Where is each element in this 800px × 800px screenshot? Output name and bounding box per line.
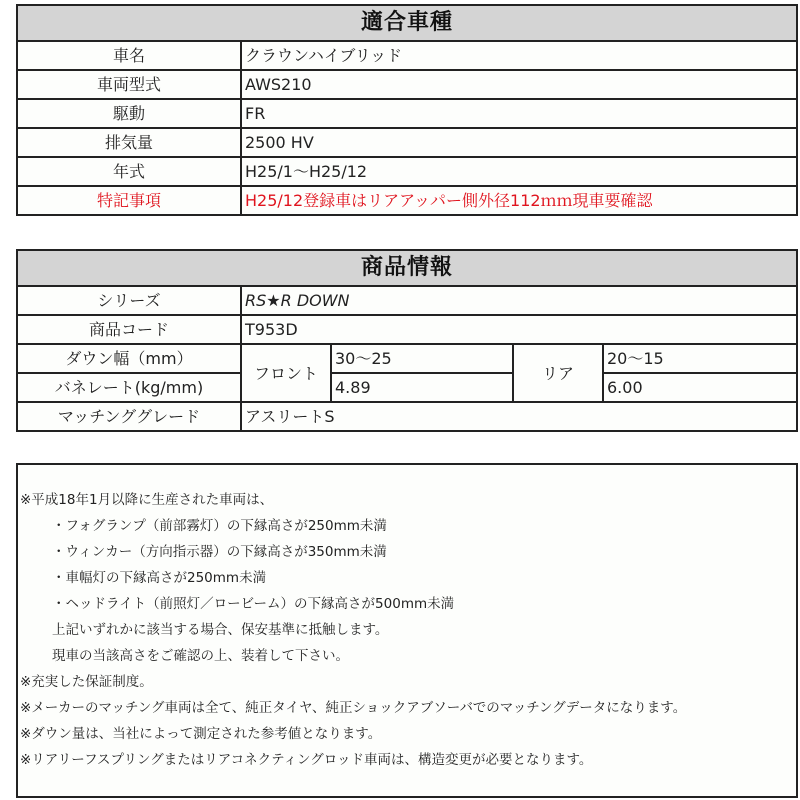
- table-row: [17, 70, 797, 99]
- rear-down-value: 20〜15: [603, 344, 797, 373]
- front-rate-value: 4.89: [331, 373, 513, 402]
- special-notes-label: 特記事項: [17, 186, 241, 215]
- front-label: フロント: [241, 344, 331, 402]
- down-width-label: ダウン幅（mm）: [17, 344, 241, 373]
- table-row: [17, 128, 797, 157]
- note-line: ・ウィンカー（方向指示器）の下縁高さが350mm未満: [52, 544, 387, 560]
- table-row: [17, 373, 797, 402]
- note-line: ・ヘッドライト（前照灯／ロービーム）の下縁高さが500mm未満: [52, 596, 455, 612]
- car-name-value: クラウンハイブリッド: [241, 41, 797, 70]
- product-code-label: 商品コード: [17, 315, 241, 344]
- table-row: [17, 99, 797, 128]
- rear-rate-value: 6.00: [603, 373, 797, 402]
- note-line: 現車の当該高さをご確認の上、装着して下さい。: [52, 648, 349, 664]
- note-line: ※平成18年1月以降に生産された車両は、: [20, 492, 274, 508]
- series-value: RS★R DOWN: [241, 286, 797, 315]
- matching-grade-value: アスリートS: [241, 402, 797, 431]
- note-line: ※充実した保証制度。: [20, 674, 153, 690]
- table-row: [17, 402, 797, 431]
- note-line: ※メーカーのマッチング車両は全て、純正タイヤ、純正ショックアブソーバでのマッチングデータになります。: [20, 700, 687, 716]
- note-line: ※リアリーフスプリングまたはリアコネクティングロッド車両は、構造変更が必要となります。: [20, 752, 593, 768]
- product-code-value: T953D: [241, 315, 797, 344]
- product-title: 商品情報: [17, 250, 797, 286]
- table-row: [17, 186, 797, 215]
- note-line: ・フォグランプ（前部霧灯）の下縁高さが250mm未満: [52, 518, 387, 534]
- displacement-label: 排気量: [17, 128, 241, 157]
- note-line: 上記いずれかに該当する場合、保安基準に抵触します。: [52, 622, 389, 638]
- model-code-label: 車両型式: [17, 70, 241, 99]
- table-row: [17, 157, 797, 186]
- model-code-value: AWS210: [241, 70, 797, 99]
- table-row: [17, 344, 797, 373]
- rear-label: リア: [513, 344, 603, 402]
- fitment-title: 適合車種: [17, 5, 797, 41]
- matching-grade-label: マッチンググレード: [17, 402, 241, 431]
- year-label: 年式: [17, 157, 241, 186]
- spring-rate-label: バネレート(kg/mm): [17, 373, 241, 402]
- front-down-value: 30〜25: [331, 344, 513, 373]
- note-line: ・車幅灯の下縁高さが250mm未満: [52, 570, 267, 586]
- series-label: シリーズ: [17, 286, 241, 315]
- drive-label: 駆動: [17, 99, 241, 128]
- year-value: H25/1〜H25/12: [241, 157, 797, 186]
- special-notes-value: H25/12登録車はリアアッパー側外径112ｍｍ現車要確認: [241, 186, 797, 215]
- table-row: [17, 286, 797, 315]
- table-row: [17, 315, 797, 344]
- table-row: [17, 41, 797, 70]
- drive-value: FR: [241, 99, 797, 128]
- fitment-table: [16, 4, 798, 216]
- note-line: ※ダウン量は、当社によって測定された参考値となります。: [20, 726, 382, 742]
- displacement-value: 2500 HV: [241, 128, 797, 157]
- product-table: [16, 249, 798, 432]
- notes-box: [16, 463, 798, 798]
- car-name-label: 車名: [17, 41, 241, 70]
